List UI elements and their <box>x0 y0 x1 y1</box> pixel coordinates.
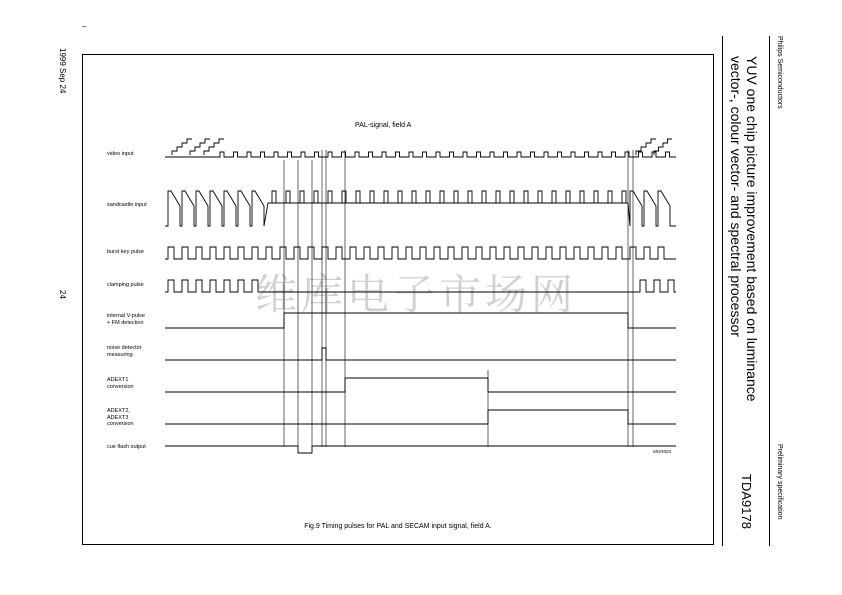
document-number: TDA9178 <box>739 474 754 529</box>
label-clamping-pulse: clamping pulse <box>107 282 144 288</box>
label-adext1: ADEXT1 conversion <box>107 377 134 390</box>
sandcastle-wave-left <box>165 191 628 226</box>
label-burst-key-pulse: burst key pulse <box>107 249 144 255</box>
diagram-title: PAL-signal, field A <box>355 122 412 129</box>
title-line-1: YUV one chip picture improvement based on luminance <box>744 56 760 402</box>
page-number: 24 <box>58 290 67 299</box>
page-date: 1999 Sep 24 <box>58 48 67 94</box>
cue-flash-wave <box>165 446 676 453</box>
video-input-wave <box>165 152 676 157</box>
v-pulse-wave <box>165 313 676 328</box>
document-status: Preliminary specification <box>776 444 783 520</box>
sandcastle-wave-right <box>628 191 676 226</box>
burst-key-wave <box>165 247 676 259</box>
noise-detector-wave <box>165 348 676 360</box>
label-cue-flash-output: cue flash output <box>107 444 146 450</box>
label-noise-detector: noise detector measuring <box>107 345 142 358</box>
adext1-wave <box>165 378 676 392</box>
clamping-wave-right <box>628 280 676 292</box>
title-line-2: vector-, colour vector- and spectral processor <box>728 56 744 337</box>
label-sandcastle-input: sandcastle input <box>107 202 147 208</box>
adext23-wave <box>165 410 676 424</box>
page-dash: – <box>82 22 87 31</box>
label-adext2-3: ADEXT2, ADEXT3 conversion <box>107 408 134 427</box>
clamping-wave-left <box>165 280 265 292</box>
watermark: 维库电子市场网 <box>255 270 578 319</box>
figure-caption: Fig.9 Timing pulses for PAL and SECAM input signal, field A. <box>304 523 492 530</box>
company-name: Philips Semiconductors <box>776 36 783 109</box>
label-internal-v-pulse: internal V-pulse + FM detection <box>107 313 145 326</box>
figure-code: MGR003 <box>653 449 672 454</box>
label-video-input: video input <box>107 151 134 157</box>
